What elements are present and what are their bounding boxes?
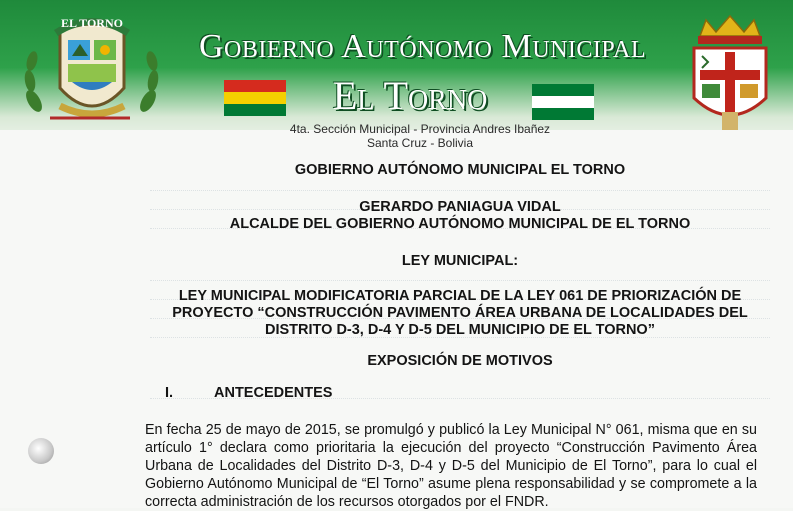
section-title: ANTECEDENTES [214, 385, 333, 401]
letterhead-title: Gobierno Autónomo Municipal [198, 28, 647, 65]
svg-text:EL TORNO: EL TORNO [61, 16, 123, 30]
mayor-name: GERARDO PANIAGUA VIDAL [359, 199, 561, 215]
mayor-title: ALCALDE DEL GOBIERNO AUTÓNOMO MUNICIPAL DE EL TORNO [229, 216, 691, 232]
letterhead-address [270, 122, 570, 150]
address-line-2: Santa Cruz - Bolivia [366, 136, 474, 150]
law-title-line: LEY MUNICIPAL MODIFICATORIA PARCIAL DE LA LEY 061 DE PRIORIZACIÓN DE [178, 288, 742, 304]
binder-hole [28, 438, 54, 464]
address-line-1: 4ta. Sección Municipal - Provincia Andres Ibañez [289, 122, 551, 136]
law-title-line: DISTRITO D-3, D-4 Y D-5 DEL MUNICIPIO DE EL TORNO” [265, 322, 655, 338]
law-heading: LEY MUNICIPAL: [401, 253, 519, 269]
letterhead-subtitle: El Torno [332, 73, 488, 118]
section-number: I. [165, 385, 174, 401]
coat-of-arms-logo [688, 14, 772, 134]
santa-cruz-flag-icon [532, 84, 594, 120]
municipal-seal-logo [20, 6, 165, 131]
law-title [150, 288, 770, 339]
motives-heading: EXPOSICIÓN DE MOTIVOS [367, 353, 553, 369]
bolivia-flag-icon [224, 80, 286, 116]
law-title-line: PROYECTO “CONSTRUCCIÓN PAVIMENTO ÁREA URBANA DE LOCALIDADES DEL [172, 305, 748, 321]
antecedentes-paragraph: En fecha 25 de mayo de 2015, se promulgó y publicó la Ley Municipal N° 061, misma que en su artículo 1° declara como prioritaria la ejecución del proyecto “Construcción Pavimento Área Urbana de Localidades del Distrito D-3, D-4 y D-5 del Municipio de El Torno”, para lo cual el Gobierno Autónomo Municipal de “El Torno” asume plena responsabilidad y se compromete a la correcta administración de los recursos otorgados por el FNDR. [145, 422, 757, 510]
issuer-heading: GOBIERNO AUTÓNOMO MUNICIPAL EL TORNO [294, 162, 626, 178]
